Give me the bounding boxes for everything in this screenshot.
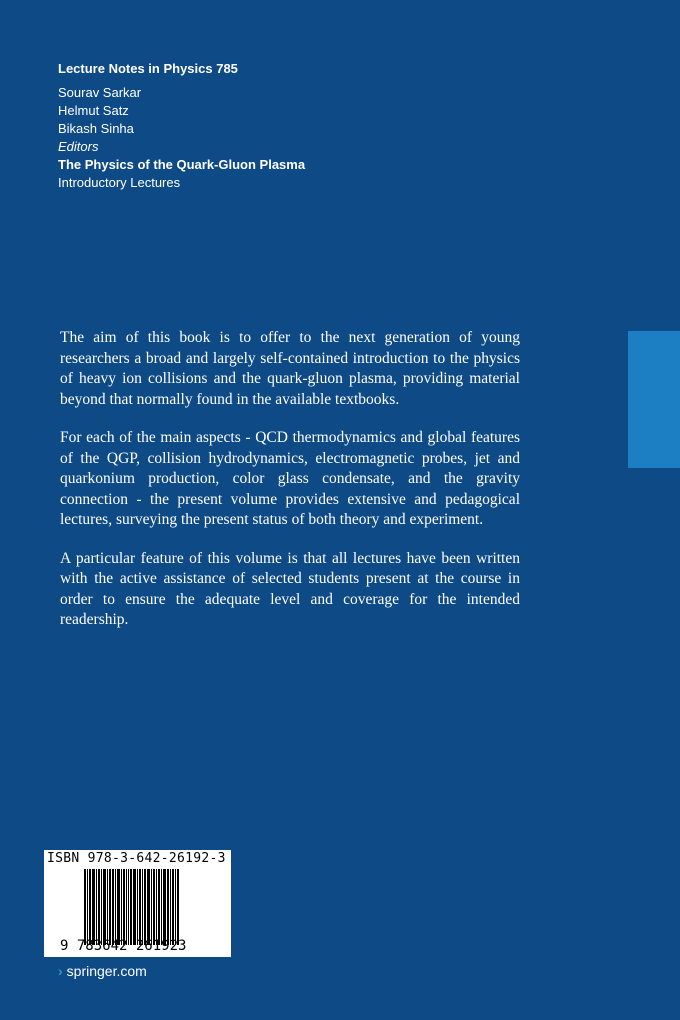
description-paragraph: For each of the main aspects - QCD thermodynamics and global features of the QGP, collision hydrodynamics, electromagnetic probes, jet and quarkonium production, color glass condensate, and the gravity connection - the present volume provides extensive and pedagogical lectures, surveying the present status of both theory and experiment.	[60, 429, 520, 528]
editor-name: Helmut Satz	[58, 103, 129, 118]
isbn-label: ISBN 978-3-642-26192-3	[47, 851, 226, 866]
book-title: The Physics of the Quark-Gluon Plasma	[58, 157, 306, 172]
isbn-barcode	[44, 850, 231, 957]
chevron-right-icon: ›	[58, 963, 63, 979]
series-title: Lecture Notes in Physics 785	[58, 61, 238, 76]
front-matter	[58, 60, 305, 192]
book-description	[60, 328, 520, 649]
spine-color-tab	[628, 331, 680, 468]
editor-name: Sourav Sarkar	[58, 85, 142, 100]
book-subtitle: Introductory Lectures	[58, 175, 181, 190]
ean-number: 9 783642 261923	[60, 938, 187, 954]
description-paragraph: A particular feature of this volume is that all lectures have been written with the active assistance of selected students present at the course in order to ensure the adequate level and coverage for the intended readership.	[60, 549, 520, 628]
barcode-bars	[84, 869, 194, 945]
publisher-url[interactable]: springer.com	[66, 963, 147, 979]
publisher-link[interactable]	[58, 963, 147, 979]
description-paragraph: The aim of this book is to offer to the next generation of young researchers a broad and largely self-contained introduction to the physics of heavy ion collisions and the quark-gluon plasma, providing material beyond that normally found in the available textbooks.	[60, 329, 520, 408]
editors-label: Editors	[58, 139, 99, 154]
editor-name: Bikash Sinha	[58, 121, 134, 136]
